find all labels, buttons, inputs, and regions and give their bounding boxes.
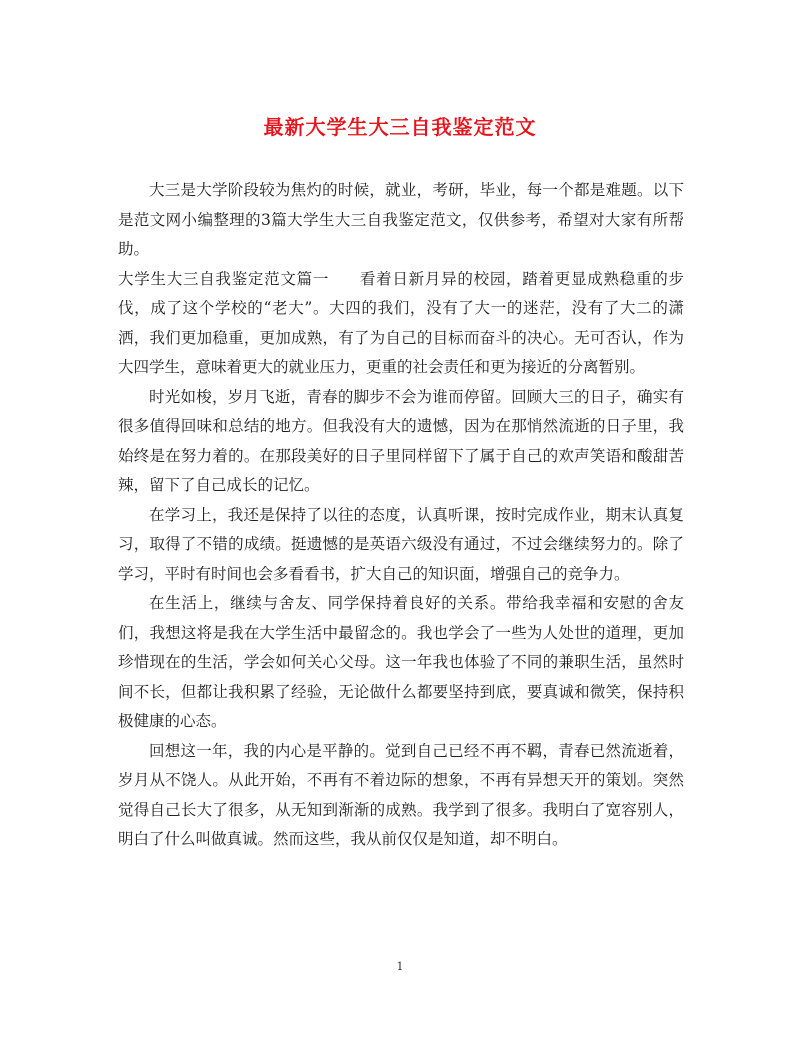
document-body xyxy=(118,176,684,855)
body-paragraph-3: 在生活上，继续与舍友、同学保持着良好的关系。带给我幸福和安慰的舍友们，我想这将是我在大学生活中最留念的。我也学会了一些为人处世的道理，更加珍惜现在的生活，学会如何关心父母。这一年我也体验了不同的兼职生活，虽然时间不长，但都让我积累了经验，无论做什么都要坚持到底，要真诚和微笑，保持积极健康的心态。 xyxy=(118,594,684,730)
page-number: 1 xyxy=(396,960,404,973)
section-1-paragraph xyxy=(118,265,684,383)
intro-paragraph: 大三是大学阶段较为焦灼的时候，就业，考研，毕业，每一个都是难题。以下是范文网小编整理的3篇大学生大三自我鉴定范文，仅供参考，希望对大家有所帮助。 xyxy=(118,181,684,258)
document-title: 最新大学生大三自我鉴定范文 xyxy=(263,115,537,139)
body-paragraph-1: 时光如梭，岁月飞逝，青春的脚步不会为谁而停留。回顾大三的日子，确实有很多值得回味和总结的地方。但我没有大的遗憾，因为在那悄然流逝的日子里，我始终是在努力着的。在那段美好的日子里同样留下了属于自己的欢声笑语和酸甜苦辣，留下了自己成长的记忆。 xyxy=(118,387,684,494)
section-1-text: 看着日新月异的校园，踏着更显成熟稳重的步伐，成了这个学校的“老大”。大四的我们，没有了大一的迷茫，没有了大二的潇洒，我们更加稳重，更加成熟，有了为自己的目标而奋斗的决心。无可否认，作为大四学生，意味着更大的就业压力，更重的社会责任和更为接近的分离暂别。 xyxy=(118,269,684,376)
body-paragraph-4: 回想这一年，我的内心是平静的。觉到自己已经不再不羁，青春已然流逝着，岁月从不饶人。从此开始，不再有不着边际的想象，不再有异想天开的策划。突然觉得自己长大了很多，从无知到渐渐的成熟。我学到了很多。我明白了宽容别人，明白了什么叫做真诚。然而这些，我从前仅仅是知道，却不明白。 xyxy=(118,741,684,848)
body-paragraph-2: 在学习上，我还是保持了以往的态度，认真听课，按时完成作业，期末认真复习，取得了不错的成绩。挺遗憾的是英语六级没有通过，不过会继续努力的。除了学习，平时有时间也会多看看书，扩大自己的知识面，增强自己的竞争力。 xyxy=(118,505,684,583)
section-1-heading: 大学生大三自我鉴定范文篇一 xyxy=(118,269,330,288)
